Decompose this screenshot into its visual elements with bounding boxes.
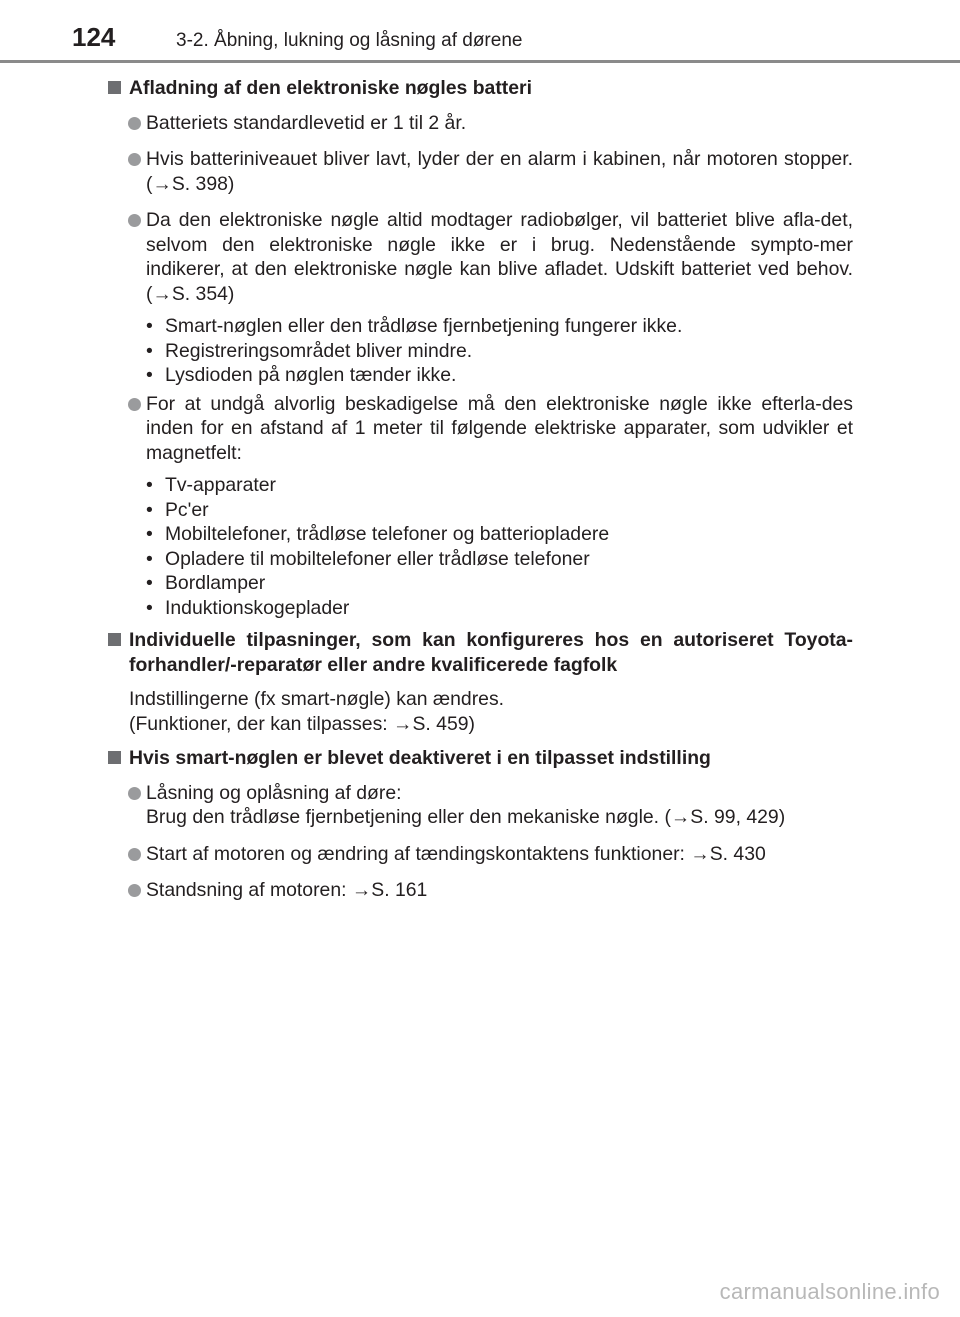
- sub-list: [108, 473, 853, 620]
- bullet-text: Start af motoren og ændring af tændingskontaktens funktioner: →S. 430: [146, 842, 766, 865]
- bullet-text: Standsning af motoren: →S. 161: [146, 879, 428, 901]
- bullet-text: Brug den trådløse fjernbetjening eller den mekaniske nøgle. (→S. 99, 429): [146, 806, 786, 828]
- paragraph: [108, 687, 853, 736]
- sub-list-item: [146, 339, 853, 364]
- chapter-title: 3-2. Åbning, lukning og låsning af dørene: [176, 30, 523, 51]
- round-bullet-icon: [128, 153, 141, 166]
- page-header: [0, 0, 960, 62]
- list-item: [108, 781, 853, 830]
- list-item: [108, 878, 853, 903]
- sub-item-text: Mobiltelefoner, trådløse telefoner og batteriopladere: [165, 523, 610, 545]
- bullet-text: For at undgå alvorlig beskadigelse må den elektroniske nøgle ikke efterla-des inden for en afstand af 1 meter til følgende elektriske apparater, som udvikler et magnetfelt:: [146, 392, 853, 464]
- round-bullet-icon: [128, 884, 141, 897]
- heading-text: Individuelle tilpasninger, som kan konfigureres hos en autoriseret Toyota-forhandler/-reparatør eller andre kvalificerede fagfolk: [129, 629, 853, 676]
- section-heading: [108, 76, 853, 101]
- section-heading: [108, 746, 853, 771]
- paragraph-line: Indstillingerne (fx smart-nøgle) kan ændres.: [129, 688, 505, 710]
- sub-list-item: [146, 571, 853, 596]
- dot-bullet-icon: •: [146, 523, 153, 545]
- section-battery: [108, 76, 853, 620]
- round-bullet-icon: [128, 787, 141, 800]
- header-divider: [0, 60, 960, 63]
- section-customization: [108, 628, 853, 736]
- watermark: carmanualsonline.info: [719, 1279, 940, 1304]
- sub-list-item: [146, 363, 853, 388]
- sub-list-item: [146, 498, 853, 523]
- dot-bullet-icon: •: [146, 498, 153, 521]
- page-number: 124: [72, 22, 116, 52]
- page-content: [108, 76, 853, 915]
- sub-item-text: Opladere til mobiltelefoner eller trådløse telefoner: [165, 547, 590, 570]
- round-bullet-icon: [128, 398, 141, 411]
- sub-list-item: [146, 596, 853, 621]
- round-bullet-icon: [128, 848, 141, 861]
- sub-item-text: Induktionskogeplader: [165, 596, 350, 619]
- bullet-text: Batteriets standardlevetid er 1 til 2 år.: [146, 111, 467, 134]
- sub-list: [108, 314, 853, 388]
- sub-list-item: [146, 473, 853, 498]
- sub-item-text: Registreringsområdet bliver mindre.: [165, 339, 473, 362]
- list-item: [108, 111, 853, 136]
- square-bullet-icon: [108, 633, 121, 646]
- dot-bullet-icon: •: [146, 596, 153, 619]
- dot-bullet-icon: •: [146, 339, 153, 362]
- sub-list-item: [146, 547, 853, 572]
- dot-bullet-icon: •: [146, 315, 153, 337]
- bullet-text: Hvis batteriniveauet bliver lavt, lyder der en alarm i kabinen, når motoren stopper. (→S. 398): [146, 148, 853, 195]
- dot-bullet-icon: •: [146, 547, 153, 570]
- dot-bullet-icon: •: [146, 474, 153, 496]
- sub-item-text: Tv-apparater: [165, 474, 277, 496]
- paragraph-line: (Funktioner, der kan tilpasses: →S. 459): [129, 712, 475, 735]
- section-deactivated: [108, 746, 853, 903]
- sub-list-item: [146, 522, 853, 547]
- bullet-text: Da den elektroniske nøgle altid modtager radiobølger, vil batteriet blive afla-det, selvom den elektroniske nøgle ikke er i brug. Nedenstående sympto-mer indikerer, at den elektroniske nøgle kan blive afladet. Udskift batteriet ved behov. (→S. 354): [146, 209, 853, 305]
- dot-bullet-icon: •: [146, 364, 153, 386]
- sub-list-item: [146, 314, 853, 339]
- list-item: [108, 842, 853, 867]
- heading-text: Afladning af den elektroniske nøgles batteri: [129, 77, 532, 99]
- heading-text: Hvis smart-nøglen er blevet deaktiveret i en tilpasset indstilling: [129, 747, 711, 769]
- bullet-text: Låsning og oplåsning af døre:: [146, 781, 402, 804]
- sub-item-text: Bordlamper: [165, 572, 266, 594]
- round-bullet-icon: [128, 214, 141, 227]
- sub-item-text: Lysdioden på nøglen tænder ikke.: [165, 364, 457, 386]
- list-item: [108, 208, 853, 306]
- list-item: [108, 147, 853, 196]
- section-heading: [108, 628, 853, 677]
- square-bullet-icon: [108, 81, 121, 94]
- square-bullet-icon: [108, 751, 121, 764]
- round-bullet-icon: [128, 117, 141, 130]
- list-item: [108, 392, 853, 466]
- dot-bullet-icon: •: [146, 572, 153, 594]
- sub-item-text: Smart-nøglen eller den trådløse fjernbetjening fungerer ikke.: [165, 315, 683, 337]
- sub-item-text: Pc'er: [165, 498, 209, 521]
